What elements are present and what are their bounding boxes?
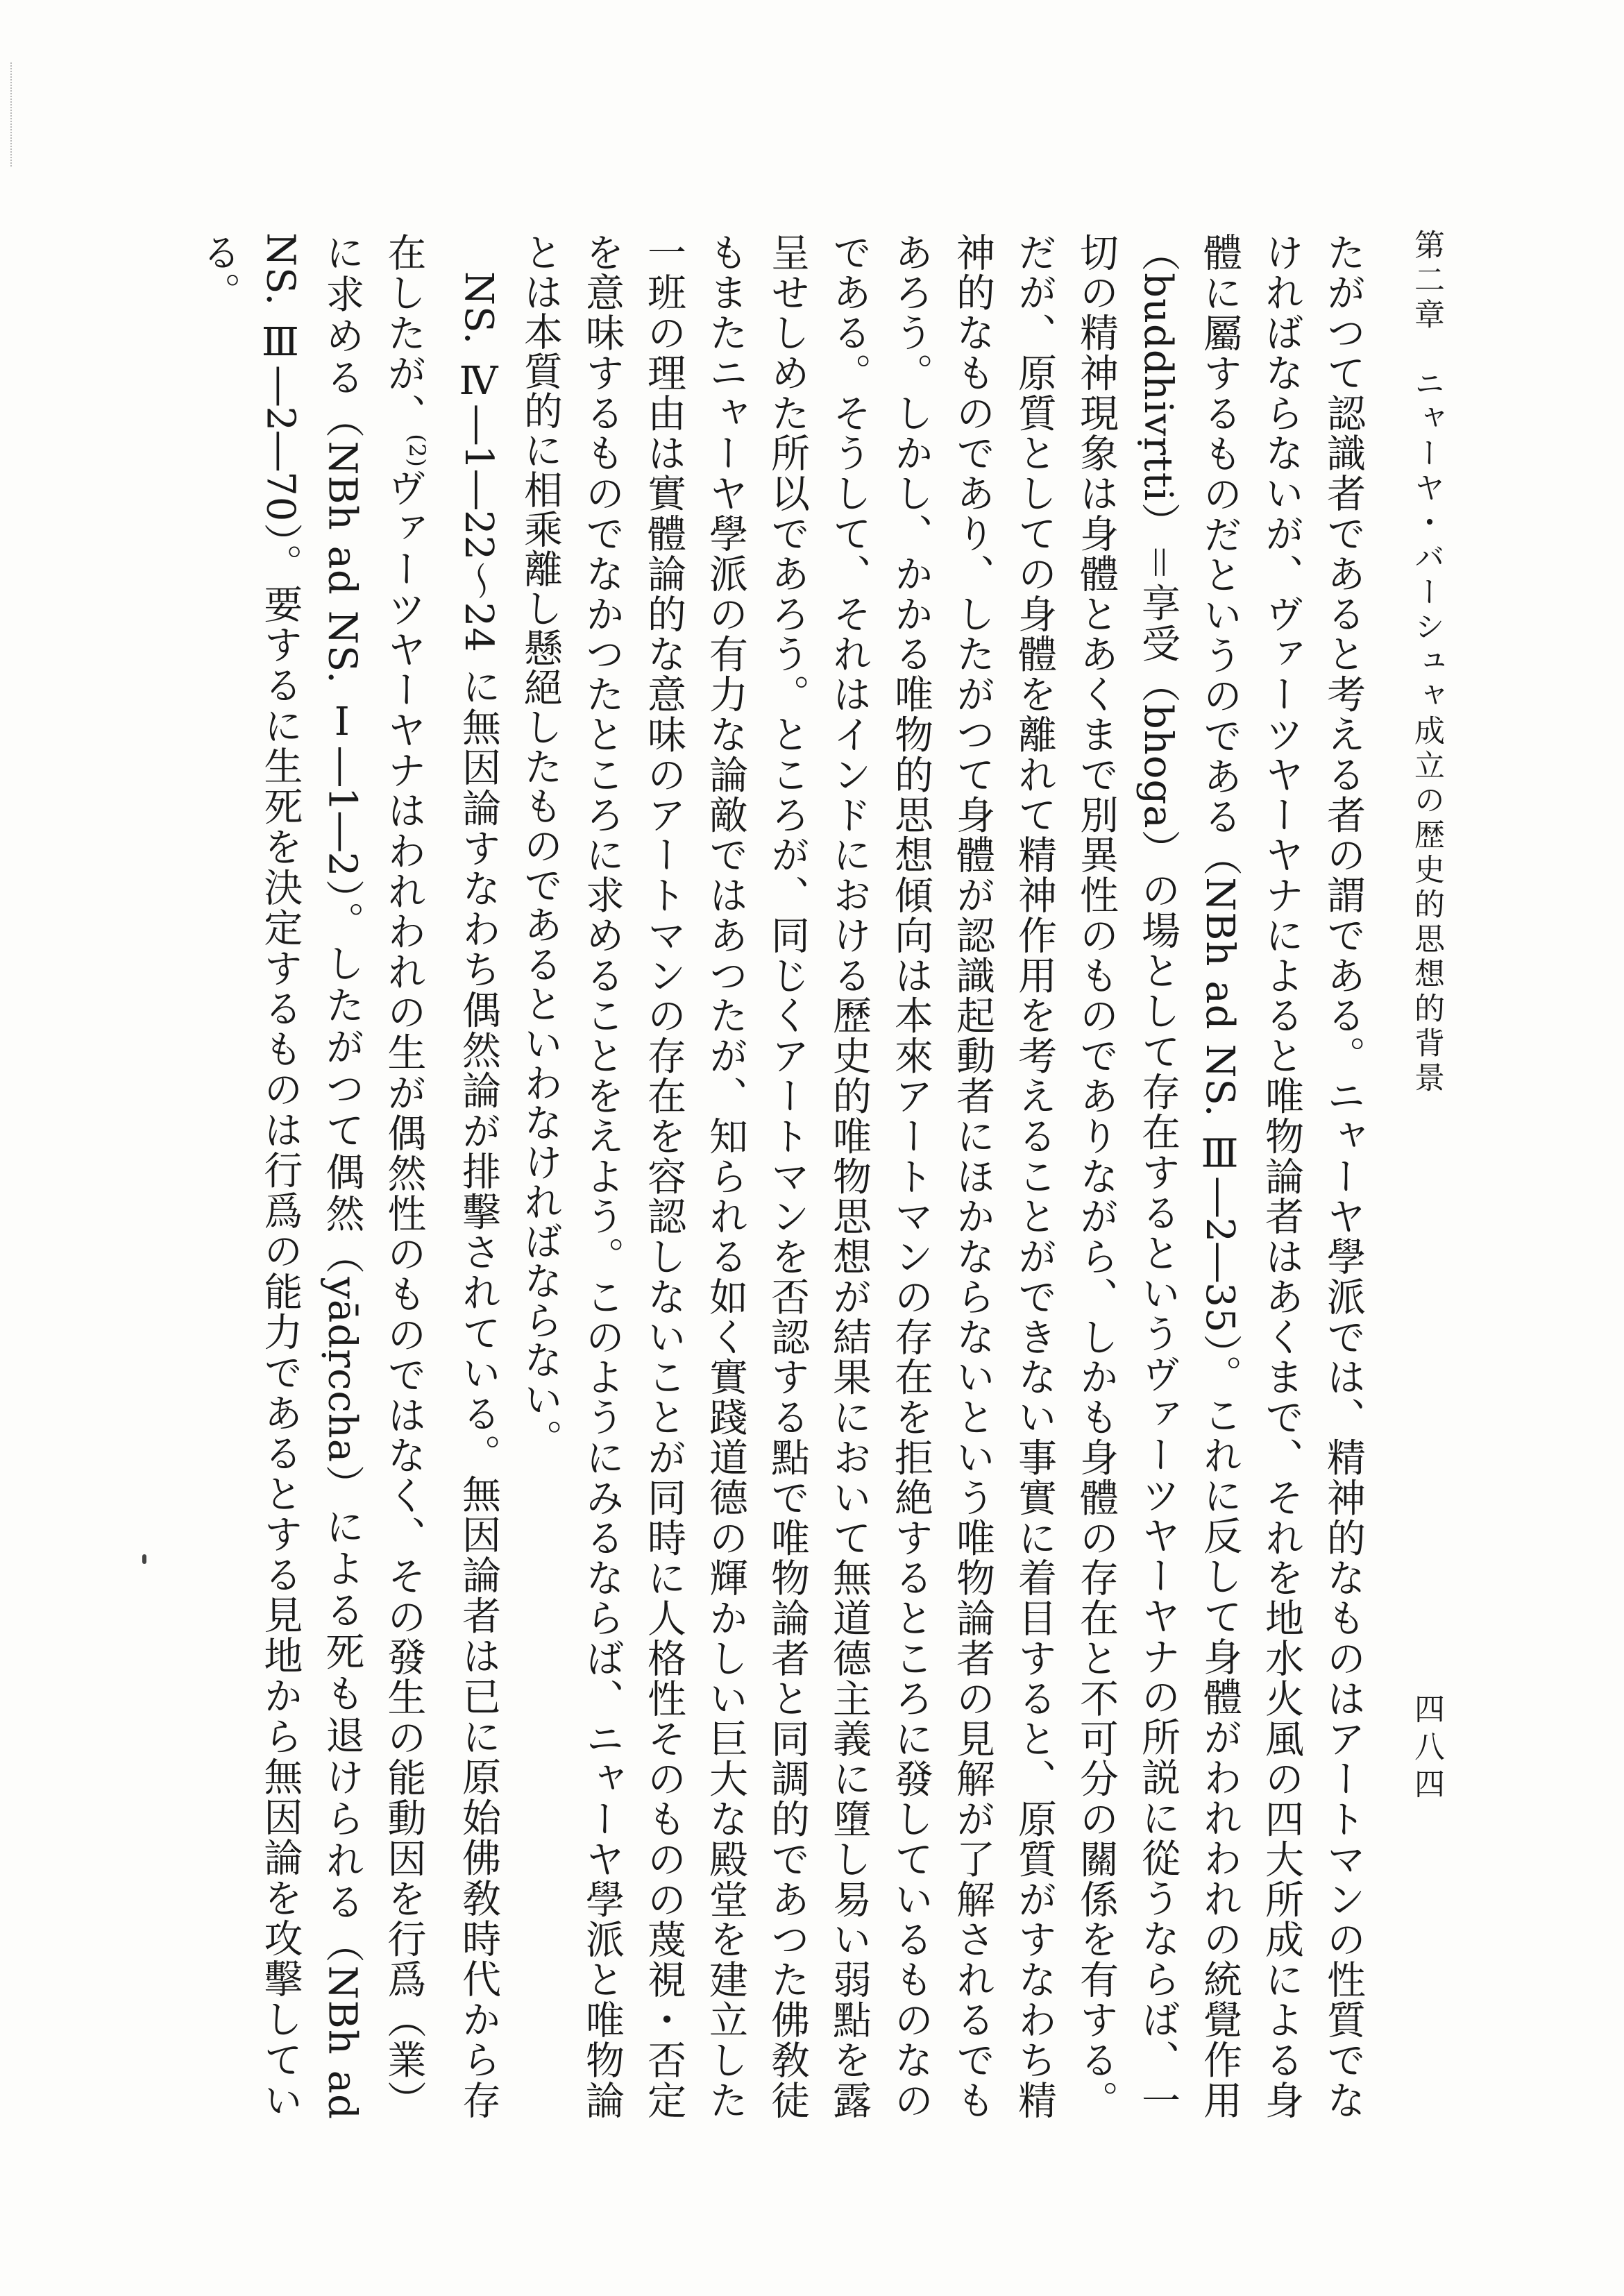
- scan-edge-mark: [10, 62, 26, 167]
- page-number: 四八四: [1409, 1693, 1444, 1805]
- running-head: 第二章 ニャーヤ・バーシュャ成立の歴史的思想的背景: [1409, 229, 1444, 1096]
- scan-speck: [142, 1554, 146, 1564]
- footnote-reference[interactable]: (2): [404, 434, 430, 468]
- paragraph-2-text: NS. Ⅳ―1―22～24 に無因論すなわち偶然論が排擊されている。無因論者は已に原始佛敎時代から存在したが、: [381, 232, 501, 2120]
- paragraph-1: たがつて認識者であると考える者の謂である。ニャーヤ學派では、精神的なものはアートマンの性質でなければならないが、ヴァーツヤーヤナによると唯物論者はあくまで、それを地水火風の四大所成による身體に屬するものだというのである（NBh ad NS. Ⅲ―2―35）。これに反して身體がわれわれの統覺作用（buddhivṛtti）＝享受（bhoga）の場として存在するというヴァーツヤーヤナの所説に從うならば、一切の精神現象は身體とあくまで別異性のものでありながら、しかも身體の存在と不可分の關係を有する。だが、原質としての身體を離れて精神作用を考えることができない事實に着目すると、原質がすなわち精神的なものであり、したがつて身體が認識起動者にほかならないという唯物論者の見解が了解されるでもあろう。しかし、かかる唯物的思想傾向は本來アートマンの存在を拒絶するところに發しているものなのである。そうして、それはインドにおける歷史的唯物思想が結果において無道德主義に墮し易い弱點を露呈せしめた所以であろう。ところが、同じくアートマンを否認する點で唯物論者と同調的であつた佛敎徒もまたニャーヤ學派の有力な論敵ではあつたが、知られる如く實踐道德の輝かしい巨大な殿堂を建立した一班の理由は實體論的な意味のアートマンの存在を容認しないことが同時に人格性そのものの蔑視・否定を意味するものでなかつたところに求めることをえよう。このようにみるならば、ニャーヤ學派と唯物論とは本質的に相乘離し懸絕したものであるといわなければならない。: [518, 232, 1366, 2120]
- paragraph-2: [187, 232, 509, 2120]
- paragraph-2-text-continued: ヴァーツヤーヤナはわれわれの生が偶然性のものではなく、その發生の能動因を行爲（業）に求める（NBh ad NS. Ⅰ―1―2）。したがつて偶然（yādṛccha）による死も退けられる（NBh ad NS. Ⅲ―2―70）。要するに生死を決定するものは行爲の能力であるとする見地から無因論を攻擊している。: [196, 232, 427, 2120]
- body-text: [196, 232, 1374, 2120]
